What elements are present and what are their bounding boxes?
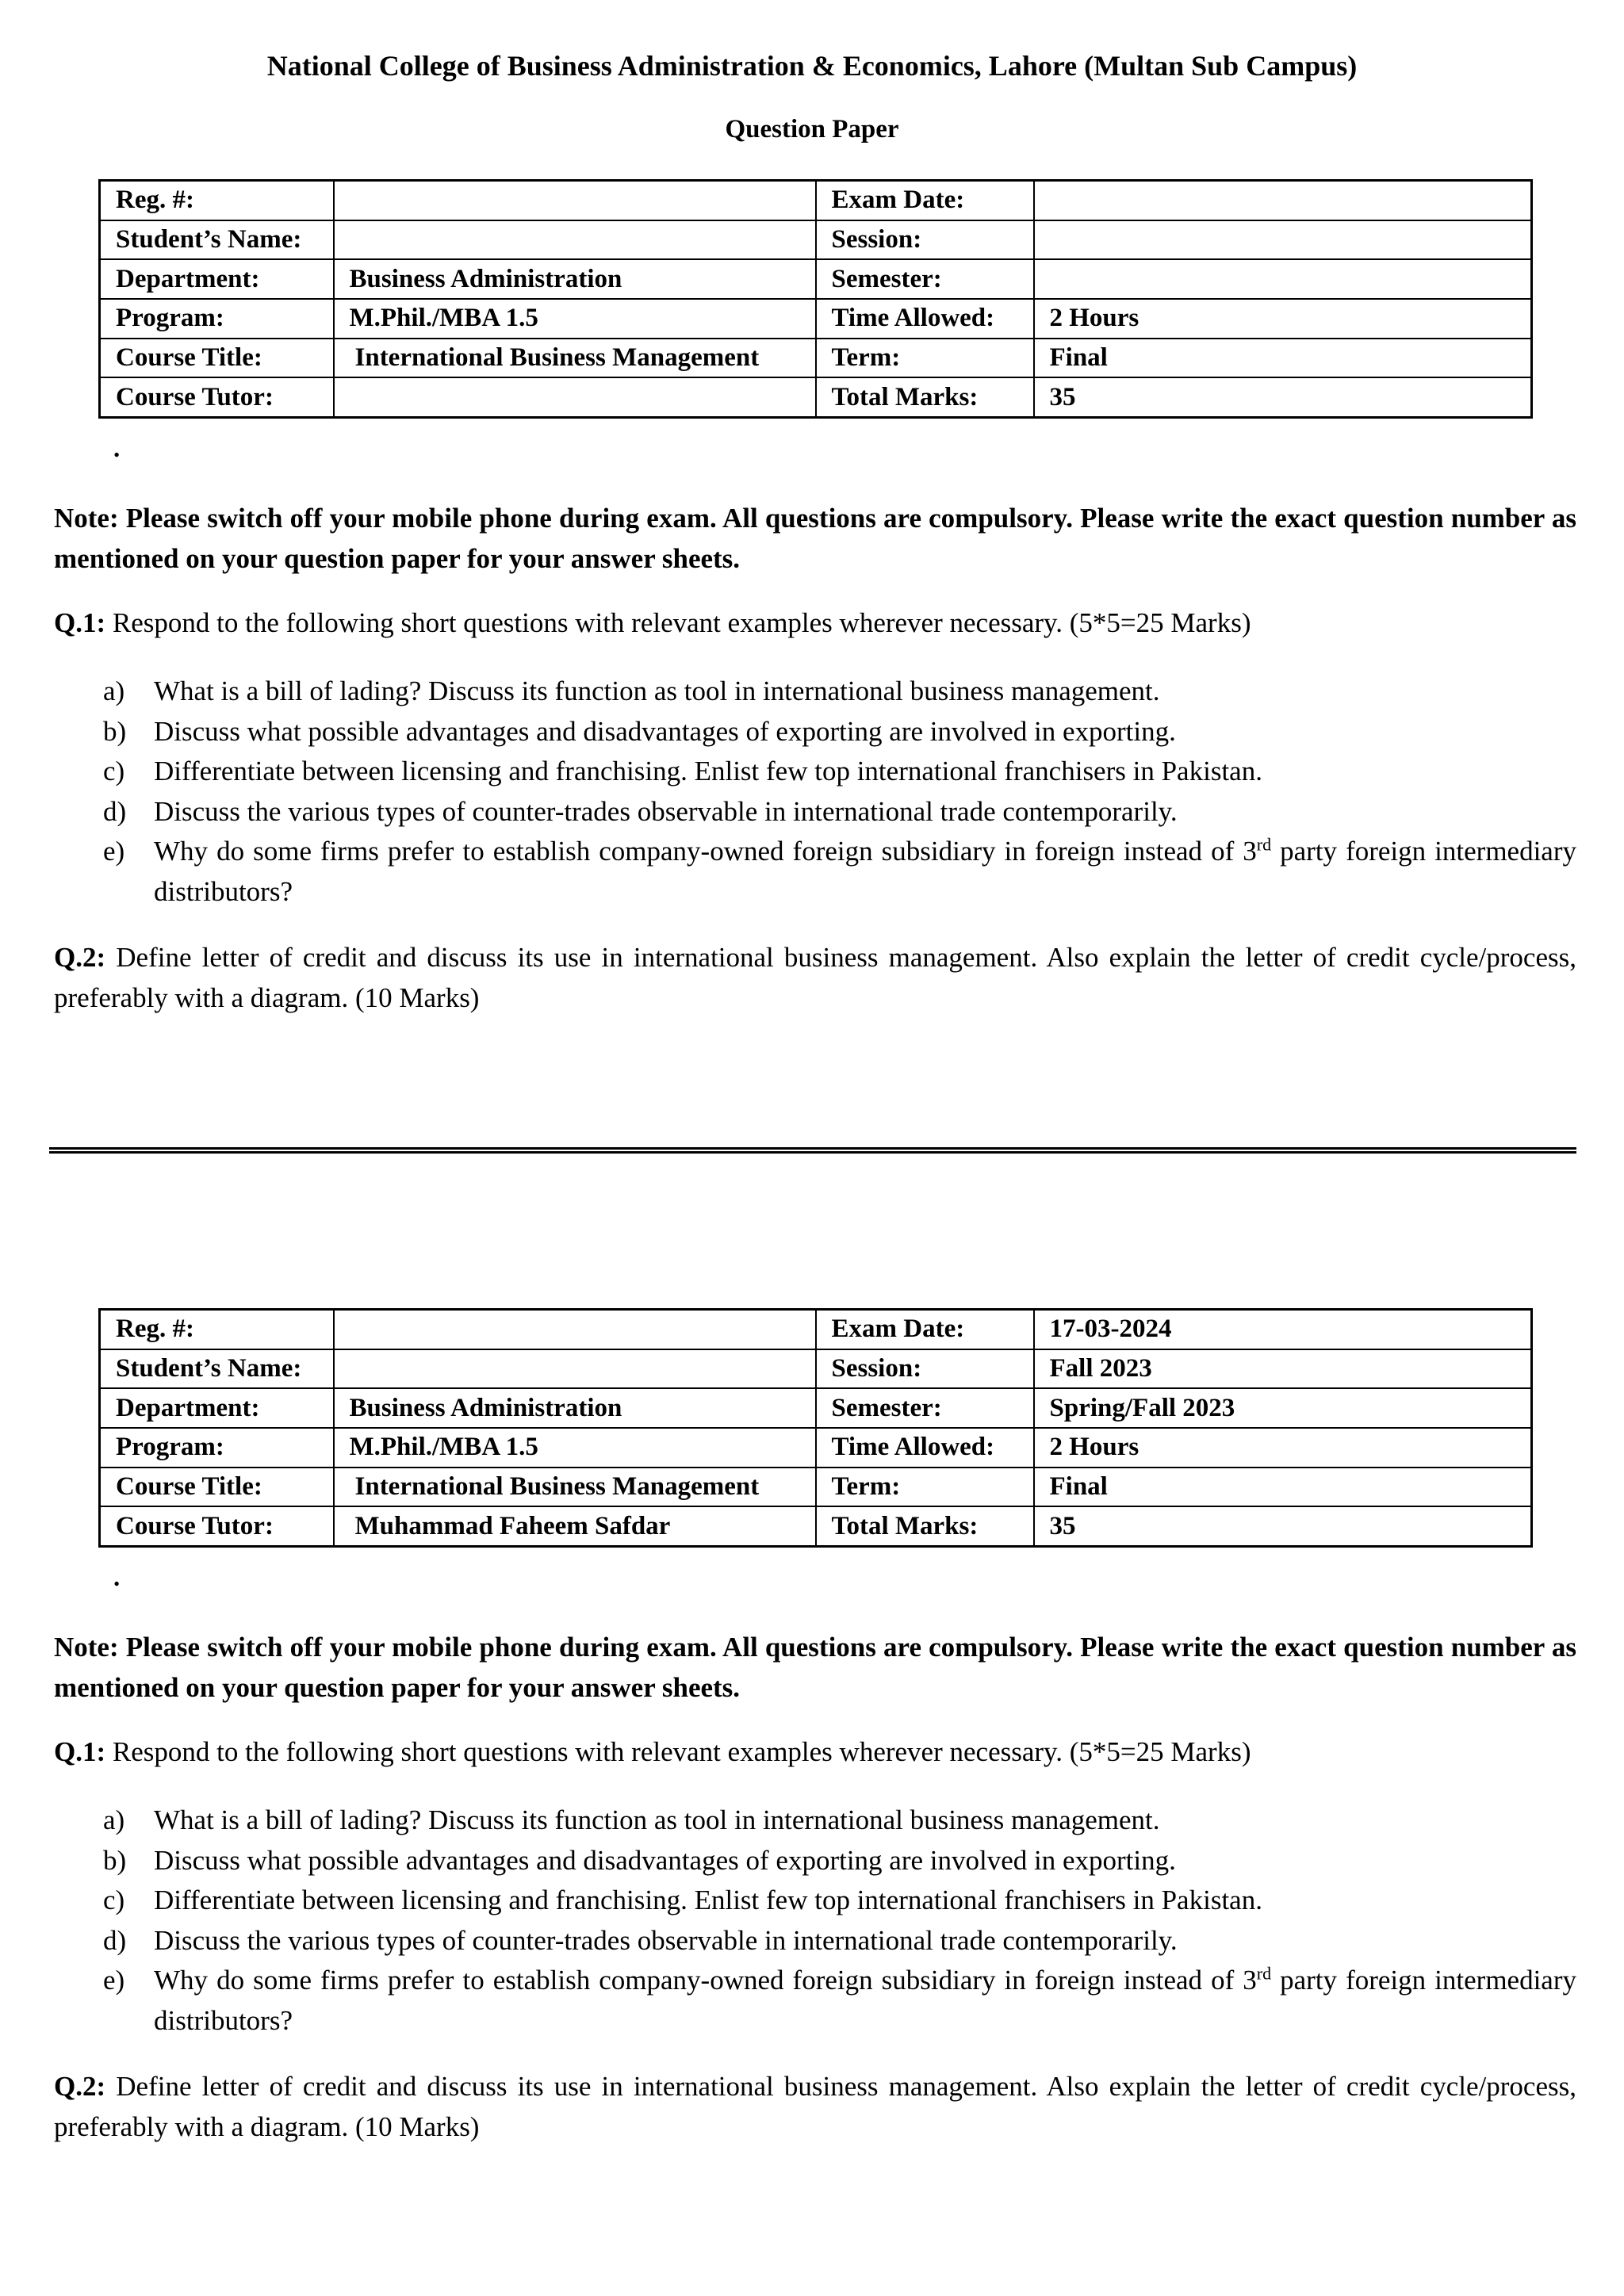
term-label: Term: [816,1468,1034,1507]
item-letter: c) [103,1885,125,1915]
table-row [100,299,1532,339]
course-title-value: International Business Management [334,1468,816,1507]
list-item [103,1800,1576,1841]
course-tutor-label: Course Tutor: [100,1506,334,1546]
exam-info-table [98,179,1533,419]
program-label: Program: [100,299,334,339]
question-2-label: Q.2: [54,2071,106,2102]
list-item [103,672,1576,712]
item-text: What is a bill of lading? Discuss its function as tool in international business management. [154,675,1160,706]
course-tutor-value [334,377,816,417]
item-letter: b) [103,1844,127,1876]
course-title-label: Course Title: [100,339,334,378]
department-value: Business Administration [334,1388,816,1428]
course-tutor-label: Course Tutor: [100,377,334,417]
semester-label: Semester: [816,1388,1034,1428]
list-item [103,712,1576,752]
exam-note: Note: Please switch off your mobile phone during exam. All questions are compulsory. Please write the exact question number as mentioned on your question paper for your answer sheets. [54,1632,1576,1703]
reg-label: Reg. #: [100,1310,334,1349]
student-name-label: Student’s Name: [100,1349,334,1389]
list-item [103,752,1576,792]
session-label: Session: [816,220,1034,260]
item-letter: d) [103,795,127,827]
list-item [103,1841,1576,1881]
question-1-label: Q.1: [54,1736,106,1767]
table-row [100,339,1532,378]
student-name-label: Student’s Name: [100,220,334,260]
exam-info-table [98,1308,1533,1548]
table-row [100,181,1532,220]
session-label: Session: [816,1349,1034,1389]
list-item [103,1961,1576,2041]
question-2 [54,2066,1576,2147]
course-title-label: Course Title: [100,1468,334,1507]
item-text: Differentiate between licensing and franchising. Enlist few top international franchisers in Pakistan. [154,756,1262,786]
item-text: Why do some firms prefer to establish company-owned foreign subsidiary in foreign instead of 3 [154,836,1257,867]
item-text: What is a bill of lading? Discuss its function as tool in international business management. [154,1804,1160,1835]
item-letter: e) [103,1965,125,1996]
page-divider [49,1147,1576,1154]
semester-label: Semester: [816,259,1034,299]
total-marks-value: 35 [1034,1506,1532,1546]
time-allowed-label: Time Allowed: [816,299,1034,339]
institution-title: National College of Business Administration & Economics, Lahore (Multan Sub Campus) [266,50,1358,82]
time-allowed-label: Time Allowed: [816,1428,1034,1468]
total-marks-label: Total Marks: [816,1506,1034,1546]
session-value [1034,220,1532,260]
time-allowed-value: 2 Hours [1034,299,1532,339]
exam-date-label: Exam Date: [816,1310,1034,1349]
term-label: Term: [816,339,1034,378]
item-letter: a) [103,675,125,706]
semester-value: Spring/Fall 2023 [1034,1388,1532,1428]
item-letter: e) [103,836,125,867]
exam-date-value [1034,181,1532,220]
table-row [100,1388,1532,1428]
term-value: Final [1034,339,1532,378]
item-superscript: rd [1256,1963,1272,1984]
department-label: Department: [100,1388,334,1428]
question-2 [54,937,1576,1018]
exam-date-label: Exam Date: [816,181,1034,220]
department-label: Department: [100,259,334,299]
question-2-text: Define letter of credit and discuss its use in international business management. Also explain the letter of credit cycle/process, preferably with a diagram. (10 Marks) [54,2071,1576,2142]
total-marks-label: Total Marks: [816,377,1034,417]
course-tutor-value: Muhammad Faheem Safdar [334,1506,816,1546]
student-name-value [334,220,816,260]
item-text: party foreign intermediary distributors? [154,836,1576,907]
item-text: Discuss what possible advantages and disadvantages of exporting are involved in exporting. [154,1844,1176,1876]
exam-note: Note: Please switch off your mobile phone during exam. All questions are compulsory. Please write the exact question number as mentioned on your question paper for your answer sheets. [54,503,1576,574]
question-1-text: Respond to the following short questions with relevant examples wherever necessary. (5*5=25 Marks) [105,1736,1251,1767]
item-text: Discuss what possible advantages and disadvantages of exporting are involved in exporting. [154,715,1176,747]
course-title-value: International Business Management [334,339,816,378]
item-letter: b) [103,715,127,747]
item-letter: a) [103,1804,125,1835]
program-label: Program: [100,1428,334,1468]
question-1-text: Respond to the following short questions with relevant examples wherever necessary. (5*5=25 Marks) [105,607,1251,638]
department-value: Business Administration [334,259,816,299]
table-row [100,259,1532,299]
paper-subtitle: Question Paper [725,115,899,144]
reg-value [334,1310,816,1349]
student-name-value [334,1349,816,1389]
dot-mark: . [113,1563,121,1592]
item-letter: d) [103,1924,127,1956]
program-value: M.Phil./MBA 1.5 [334,1428,816,1468]
term-value: Final [1034,1468,1532,1507]
item-text: Discuss the various types of counter-trades observable in international trade contemporarily. [154,795,1178,827]
table-row [100,1468,1532,1507]
list-item [103,832,1576,912]
total-marks-value: 35 [1034,377,1532,417]
reg-value [334,181,816,220]
item-text: Why do some firms prefer to establish company-owned foreign subsidiary in foreign instead of 3 [154,1965,1257,1996]
question-1-items [103,1800,1576,2041]
table-row [100,1349,1532,1389]
session-value: Fall 2023 [1034,1349,1532,1389]
dot-mark: . [113,434,121,463]
item-superscript: rd [1256,834,1272,855]
question-1 [54,1732,1576,1772]
item-text: Differentiate between licensing and franchising. Enlist few top international franchisers in Pakistan. [154,1885,1262,1915]
item-text: Discuss the various types of counter-trades observable in international trade contemporarily. [154,1924,1178,1956]
question-1 [54,603,1576,643]
question-1-label: Q.1: [54,607,106,638]
list-item [103,792,1576,832]
program-value: M.Phil./MBA 1.5 [334,299,816,339]
question-2-text: Define letter of credit and discuss its use in international business management. Also explain the letter of credit cycle/process, preferably with a diagram. (10 Marks) [54,942,1576,1013]
question-1-items [103,672,1576,912]
list-item [103,1881,1576,1921]
table-row [100,1506,1532,1546]
table-row [100,1310,1532,1349]
item-text: party foreign intermediary distributors? [154,1965,1576,2036]
table-row [100,377,1532,417]
table-row [100,1428,1532,1468]
list-item [103,1921,1576,1961]
semester-value [1034,259,1532,299]
exam-date-value: 17-03-2024 [1034,1310,1532,1349]
time-allowed-value: 2 Hours [1034,1428,1532,1468]
table-row [100,220,1532,260]
item-letter: c) [103,756,125,786]
question-2-label: Q.2: [54,942,106,973]
reg-label: Reg. #: [100,181,334,220]
